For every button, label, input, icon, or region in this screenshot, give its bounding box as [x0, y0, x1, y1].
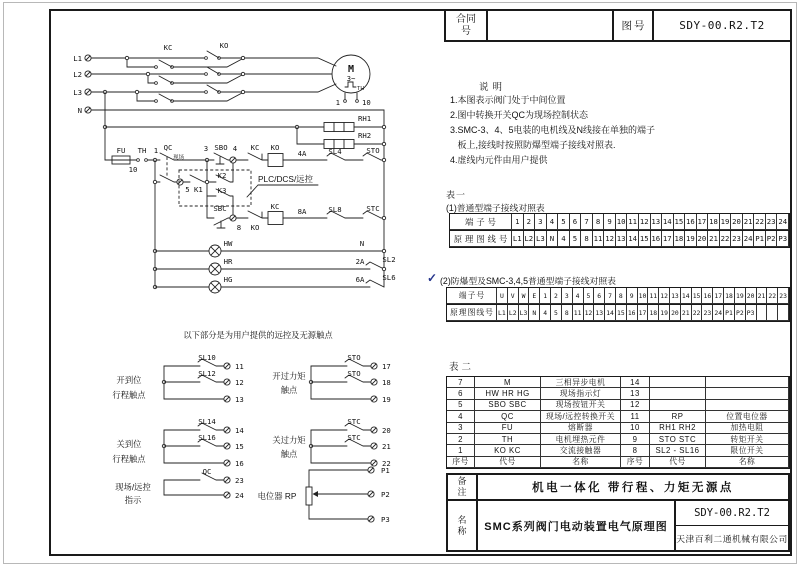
list-item: 21 [681, 305, 692, 321]
list-item: 14 [627, 231, 639, 247]
table-cell: 2 [447, 434, 475, 445]
list-item: 18 [648, 305, 659, 321]
table2-terminal-header: 端子号 [447, 288, 497, 304]
table-cell: 6 [447, 388, 475, 399]
label-2a: 2A [355, 257, 365, 266]
table-cell: KO KC [475, 445, 541, 456]
table-cell: 加热电阻 [706, 423, 789, 434]
list-item: 2.图中转换开关QC为现场控制状态 [450, 110, 589, 120]
list-item: 板上,接线时按照防爆型端子接线对照表. [450, 140, 616, 150]
label-t11: 11 [235, 362, 244, 371]
list-item: 9 [604, 214, 616, 230]
label-t21: 21 [382, 442, 391, 451]
label-close-pos-1: 关到位 [116, 439, 142, 449]
label-t14: 14 [235, 426, 244, 435]
label-motor-phase: 3~ [346, 74, 356, 83]
table1-wire-header: 原理图线号 [450, 231, 512, 247]
list-item: 22 [767, 288, 778, 304]
list-item: E [529, 288, 540, 304]
label-wire8: 8 [236, 223, 242, 232]
user-section-title: 以下部分是为用户提供的远控及无源触点 [183, 330, 333, 340]
label-hg: HG [223, 275, 233, 284]
label-t13: 13 [235, 395, 244, 404]
label-t19: 19 [382, 395, 391, 404]
list-item: 11 [648, 288, 659, 304]
label-wire10: 10 [128, 165, 138, 174]
list-item: 18 [708, 214, 720, 230]
label-p2: P2 [381, 490, 390, 499]
list-item: 15 [692, 288, 703, 304]
list-item: 23 [778, 288, 789, 304]
label-qc: QC [163, 143, 173, 152]
list-item: 17 [713, 288, 724, 304]
list-item: 4 [547, 214, 559, 230]
check-mark: ✓ [427, 271, 438, 285]
table-cell: 转矩开关 [706, 434, 789, 445]
notes-title: 说明 [479, 82, 507, 93]
list-item: 4 [558, 231, 570, 247]
list-item: L3 [519, 305, 530, 321]
label-ko-aux: KO [250, 223, 260, 232]
label-6a: 6A [355, 275, 365, 284]
table-cell: 序号 [447, 457, 475, 468]
list-item: 11 [573, 305, 584, 321]
table-cell: 代号 [475, 457, 541, 468]
table-cell: 13 [621, 388, 650, 399]
label-ko-coil: KO [270, 143, 280, 152]
list-item: 4 [573, 288, 584, 304]
drawing-no-value: SDY-00.R2.T2 [679, 19, 765, 32]
label-th: TH [137, 146, 147, 155]
list-item: L1 [512, 231, 524, 247]
label-ko-main: KO [219, 41, 229, 50]
label-kc-coil: KC [270, 202, 280, 211]
list-item: 16 [702, 288, 713, 304]
label-sl4: SL4 [328, 147, 342, 156]
list-item: 12 [604, 231, 616, 247]
list-item: 3.SMC-3、4、5电装的电机线及N线接在单独的端子 [450, 125, 656, 135]
remark-text: 机电一体化 带行程、力矩无源点 [532, 482, 734, 494]
label-rh1: RH1 [358, 114, 372, 123]
label-close-torque-2: 触点 [280, 449, 298, 459]
list-item: 8 [616, 288, 627, 304]
table-cell: 现场按钮开关 [541, 400, 621, 411]
label-motor-t10: 10 [362, 98, 371, 107]
list-item: 14 [681, 288, 692, 304]
list-item: N [547, 231, 559, 247]
label-plc: PLC/DCS/远控 [258, 174, 313, 184]
list-item: 14 [662, 214, 674, 230]
list-item: 17 [697, 214, 709, 230]
list-item: 19 [685, 231, 697, 247]
list-item: L3 [535, 231, 547, 247]
list-item: 21 [743, 214, 755, 230]
table2-subtitle: (2)防爆型及SMC-3,4,5普通型端子接线对照表 [440, 276, 616, 286]
list-item: 20 [697, 231, 709, 247]
list-item: 2 [524, 214, 536, 230]
list-item: 21 [708, 231, 720, 247]
list-item: N [529, 305, 540, 321]
list-item: 8 [562, 305, 573, 321]
list-item: 19 [659, 305, 670, 321]
label-close-pos-2: 行程触点 [112, 454, 146, 464]
remark-label: 备注 [457, 476, 467, 497]
list-item: 22 [754, 214, 766, 230]
list-item: P2 [735, 305, 746, 321]
table-cell: RH1 RH2 [650, 423, 706, 434]
label-sl10: SL10 [198, 353, 216, 362]
table2-wire-header: 原理图线号 [447, 305, 497, 321]
label-n-return: N [359, 239, 365, 248]
table-cell: 3 [447, 423, 475, 434]
list-item: 19 [735, 288, 746, 304]
list-item: U [497, 288, 508, 304]
list-item: 24 [777, 214, 789, 230]
label-k2: K2 [217, 171, 227, 180]
label-t18: 18 [382, 378, 391, 387]
label-sl14: SL14 [198, 417, 216, 426]
label-sbo: SBO [214, 143, 228, 152]
label-potentiometer: 电位器 RP [257, 491, 297, 501]
list-item: 16 [651, 231, 663, 247]
table-cell: 现场/远控转换开关 [541, 411, 621, 422]
table-cell: HW HR HG [475, 388, 541, 399]
list-item: 20 [670, 305, 681, 321]
label-sl2: SL2 [382, 255, 396, 264]
list-item: 24 [743, 231, 755, 247]
schematic-labels [73, 41, 395, 524]
label-sbc: SBC [213, 204, 227, 213]
list-item: 4 [540, 305, 551, 321]
list-item: 1.本图表示阀门处于中间位置 [450, 95, 566, 105]
table-cell: FU [475, 423, 541, 434]
label-open-pos-1: 开到位 [116, 375, 142, 385]
label-wire3: 3 [203, 144, 209, 153]
list-item: 13 [670, 288, 681, 304]
table-cell: 限位开关 [706, 445, 789, 456]
label-motor-th: TH [357, 86, 365, 92]
label-hr: HR [223, 257, 233, 266]
list-item: 13 [616, 231, 628, 247]
list-item: 2 [551, 288, 562, 304]
label-hw: HW [223, 239, 233, 248]
label-8a: 8A [297, 207, 307, 216]
list-item: 10 [616, 214, 628, 230]
list-item: 5 [584, 288, 595, 304]
drawing-number: SDY-00.R2.T2 [676, 501, 788, 526]
list-item: P1 [754, 231, 766, 247]
list-item: 18 [724, 288, 735, 304]
list-item: 8 [581, 231, 593, 247]
label-stc-b: STC [347, 433, 361, 442]
label-k3: K3 [217, 186, 227, 195]
label-kc-main: KC [163, 43, 173, 52]
table-cell: STO STC [650, 434, 706, 445]
table1-subtitle: (1)普通型端子接线对照表 [446, 203, 545, 213]
drawing-no-label: 图号 [614, 11, 654, 40]
label-p3: P3 [381, 515, 390, 524]
label-open-torque-1: 开过力矩 [272, 371, 306, 381]
list-item: 3 [562, 288, 573, 304]
lamp-section [153, 245, 385, 293]
list-item: P3 [777, 231, 789, 247]
label-sl12: SL12 [198, 369, 216, 378]
label-open-torque-2: 触点 [280, 385, 298, 395]
contract-no-label: 合同号 [456, 14, 476, 37]
label-local-remote-1: 现场/远控 [115, 482, 151, 492]
list-item: 1 [512, 214, 524, 230]
table-cell: 位置电位器 [706, 411, 789, 422]
table-cell: 交流接触器 [541, 445, 621, 456]
list-item: 6 [570, 214, 582, 230]
list-item: 3 [535, 214, 547, 230]
list-item: 15 [616, 305, 627, 321]
list-item: 8 [593, 214, 605, 230]
list-item: 5 [558, 214, 570, 230]
label-l3: L3 [73, 88, 82, 97]
label-k1: 5 K1 [185, 185, 203, 194]
list-item: 16 [685, 214, 697, 230]
list-item: 15 [674, 214, 686, 230]
list-item: 22 [692, 305, 703, 321]
label-t16: 16 [235, 459, 244, 468]
table-cell: 名称 [706, 457, 789, 468]
label-motor: M [347, 64, 355, 75]
list-item: 14 [605, 305, 616, 321]
list-item: W [519, 288, 530, 304]
table-cell: TH [475, 434, 541, 445]
label-t12: 12 [235, 378, 244, 387]
table-cell: QC [475, 411, 541, 422]
list-item: 11 [593, 231, 605, 247]
list-item: 17 [662, 231, 674, 247]
table-cell: 序号 [621, 457, 650, 468]
table-cell: 5 [447, 400, 475, 411]
list-item: 7 [605, 288, 616, 304]
list-item: 13 [594, 305, 605, 321]
label-sl8: SL8 [328, 205, 342, 214]
label-l2: L2 [73, 70, 82, 79]
list-item: P1 [724, 305, 735, 321]
label-stc: STC [366, 204, 380, 213]
table-cell: SL2 - SL16 [650, 445, 706, 456]
label-t17: 17 [382, 362, 391, 371]
list-item: 6 [594, 288, 605, 304]
table-cell: 8 [621, 445, 650, 456]
label-fu: FU [116, 146, 126, 155]
label-motor-t1: 1 [335, 98, 340, 107]
table-cell: 12 [621, 400, 650, 411]
control-section [105, 153, 386, 287]
label-sto-a: STO [347, 353, 361, 362]
list-item: 20 [746, 288, 757, 304]
table-cell: 1 [447, 445, 475, 456]
table-cell: M [475, 377, 541, 388]
table-cell: 熔断器 [541, 423, 621, 434]
list-item: 22 [720, 231, 732, 247]
table-cell: 14 [621, 377, 650, 388]
table1-caption: 表一 [446, 190, 467, 200]
table-cell: 10 [621, 423, 650, 434]
list-item: P3 [746, 305, 757, 321]
list-item: 4.虚线内元件由用户提供 [450, 155, 548, 165]
table-cell: 11 [621, 411, 650, 422]
list-item: 9 [627, 288, 638, 304]
label-p1: P1 [381, 466, 390, 475]
label-t20: 20 [382, 426, 391, 435]
label-close-torque-1: 关过力矩 [272, 435, 306, 445]
table-cell: 名称 [541, 457, 621, 468]
table-cell: 4 [447, 411, 475, 422]
list-item: 1 [540, 288, 551, 304]
label-t23: 23 [235, 476, 244, 485]
table-cell: SBO SBC [475, 400, 541, 411]
list-item: 20 [731, 214, 743, 230]
label-sl16: SL16 [198, 433, 216, 442]
list-item: 18 [674, 231, 686, 247]
drawing-name: SMC系列阀门电动装置电气原理图 [478, 501, 676, 550]
list-item: L2 [524, 231, 536, 247]
list-item: 5 [551, 305, 562, 321]
list-item: 13 [651, 214, 663, 230]
label-n: N [77, 106, 82, 115]
list-item: 24 [713, 305, 724, 321]
label-4a: 4A [297, 149, 307, 158]
list-item: 12 [639, 214, 651, 230]
company-name: 天津百利二通机械有限公司 [676, 533, 788, 544]
list-item: 7 [581, 214, 593, 230]
table1-terminal-header: 端子号 [450, 214, 512, 230]
list-item: L1 [497, 305, 508, 321]
table-cell: 现场指示灯 [541, 388, 621, 399]
table-cell: RP [650, 411, 706, 422]
list-item: 19 [720, 214, 732, 230]
table-cell: 9 [621, 434, 650, 445]
table-cell: 三相异步电机 [541, 377, 621, 388]
label-wire4: 4 [232, 144, 238, 153]
list-item: P2 [766, 231, 778, 247]
list-item: 23 [766, 214, 778, 230]
label-qc-lower: QC [202, 467, 212, 476]
label-l1: L1 [73, 54, 82, 63]
label-t22: 22 [382, 459, 391, 468]
label-t15: 15 [235, 442, 244, 451]
label-sl6: SL6 [382, 273, 396, 282]
name-label: 名称 [457, 514, 467, 536]
label-kc-aux: KC [250, 143, 260, 152]
list-item: 23 [731, 231, 743, 247]
list-item: 12 [584, 305, 595, 321]
list-item: 15 [639, 231, 651, 247]
list-item: 23 [702, 305, 713, 321]
list-item: V [508, 288, 519, 304]
label-wire1: 1 [153, 146, 159, 155]
list-item: 11 [627, 214, 639, 230]
list-item: 21 [757, 288, 768, 304]
label-sto-b: STO [347, 369, 361, 378]
label-local-remote-2: 指示 [124, 495, 142, 505]
label-qc-local: 现场 [173, 155, 185, 161]
table-cell: 7 [447, 377, 475, 388]
label-sto: STO [366, 146, 380, 155]
component-table-caption: 表二 [449, 362, 475, 373]
label-t24: 24 [235, 491, 244, 500]
list-item: 12 [659, 288, 670, 304]
label-rh2: RH2 [358, 131, 372, 140]
list-item: 10 [638, 288, 649, 304]
table-cell: 代号 [650, 457, 706, 468]
table-cell: 电机埋热元件 [541, 434, 621, 445]
label-stc-a: STC [347, 417, 361, 426]
list-item: 17 [638, 305, 649, 321]
list-item: L2 [508, 305, 519, 321]
list-item: 16 [627, 305, 638, 321]
label-open-pos-2: 行程触点 [112, 390, 146, 400]
list-item: 5 [570, 231, 582, 247]
